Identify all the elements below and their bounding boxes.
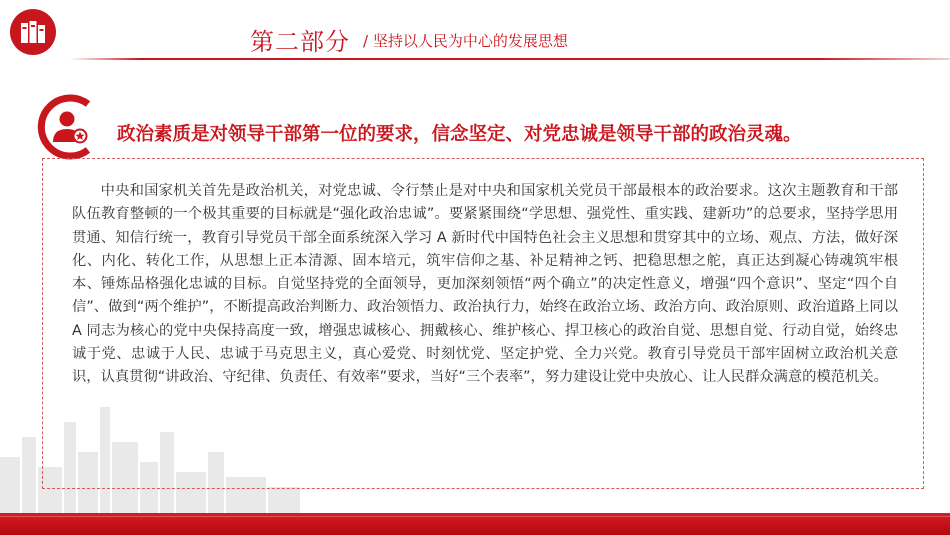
section-heading: 政治素质是对领导干部第一位的要求，信念坚定、对党忠诚是领导干部的政治灵魂。	[117, 124, 802, 145]
footer-bar	[0, 513, 950, 535]
book-stack-icon	[10, 9, 56, 55]
header-divider	[70, 58, 950, 60]
official-person-icon	[36, 92, 98, 162]
page-subtitle: / 坚持以人民为中心的发展思想	[363, 32, 568, 50]
content-paragraph: 中央和国家机关首先是政治机关，对党忠诚、令行禁止是对中央和国家机关党员干部最根本的政治要求。这次主题教育和干部队伍教育整顿的一个极其重要的目标就是“强化政治忠诚”。要紧紧围绕“学思想、强党性、重实践、建新功”的总要求，坚持学思用贯通、知信行统一，教育引导党员干部全面系统深入学习 A 新时代中国特色社会主义思想和贯穿其中的立场、观点、方法，做好深化、内化、转化工作，从思想上正本清源、固本培元，筑牢信仰之基、补足精神之钙、把稳思想之舵，真正达到凝心铸魂筑牢根本、锤炼品格强化忠诚的目标。自觉坚持党的全面领导，更加深刻领悟“两个确立”的决定性意义，增强“四个意识”、坚定“四个自信”、做到“两个维护”，不断提高政治判断力、政治领悟力、政治执行力，始终在政治立场、政治方向、政治原则、政治道路上同以 A 同志为核心的党中央保持高度一致，增强忠诚核心、拥戴核心、维护核心、捍卫核心的政治自觉、思想自觉、行动自觉，始终忠诚于党、忠诚于人民、忠诚于马克思主义，真心爱党、时刻忧党、坚定护党、全力兴党。教育引导党员干部牢固树立政治机关意识，认真贯彻“讲政治、守纪律、负责任、有效率”要求，当好“三个表率”，努力建设让党中央放心、让人民群众满意的模范机关。	[72, 183, 898, 386]
page-title: 第二部分	[250, 28, 350, 56]
